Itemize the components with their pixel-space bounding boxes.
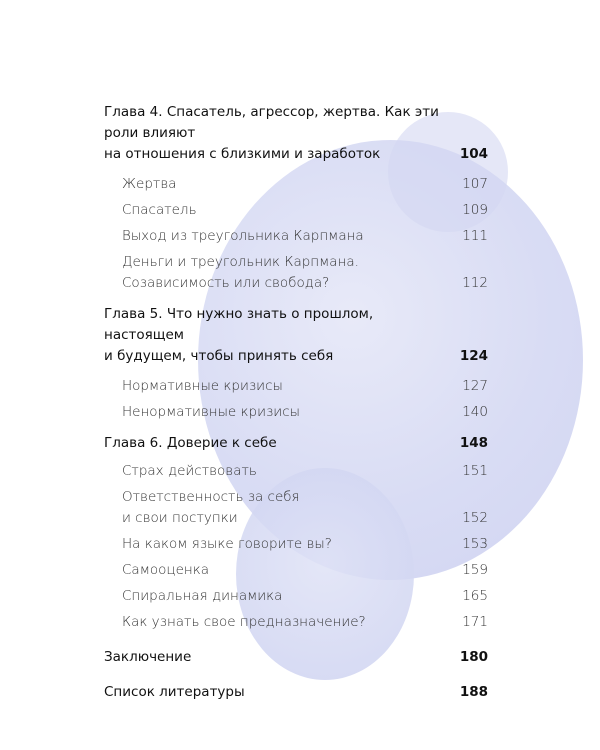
toc-section-title: Заключение xyxy=(104,649,192,665)
page-number: 111 xyxy=(462,228,488,244)
toc-item-title: Самооценка xyxy=(122,562,210,578)
page-number: 107 xyxy=(462,176,488,192)
toc-item[interactable] xyxy=(104,534,488,555)
page-number: 171 xyxy=(462,614,488,630)
page-number: 104 xyxy=(459,146,488,162)
toc-item[interactable] xyxy=(104,174,488,195)
toc-item-title: Нормативные кризисы xyxy=(122,378,283,394)
toc-references[interactable] xyxy=(104,682,488,703)
toc-item[interactable] xyxy=(104,560,488,581)
toc-item-title: Выход из треугольника Карпмана xyxy=(122,228,364,244)
page-number: 180 xyxy=(459,649,488,665)
chapter-title-line: Глава 5. Что нужно знать о прошлом, настоящем xyxy=(104,306,374,343)
toc-item[interactable] xyxy=(104,226,488,247)
toc-item-title: Жертва xyxy=(122,176,177,192)
toc-item-title-line: Созависимость или свобода? xyxy=(122,275,330,291)
toc-item[interactable] xyxy=(104,612,488,633)
table-of-contents xyxy=(104,102,488,703)
chapter-title-line: Глава 4. Спасатель, агрессор, жертва. Как эти роли влияют xyxy=(104,104,439,141)
toc-item-title-line: Ответственность за себя xyxy=(122,489,300,505)
page-number: 140 xyxy=(462,404,488,420)
page-number: 112 xyxy=(462,275,488,291)
page-number: 127 xyxy=(462,378,488,394)
toc-chapter-4[interactable] xyxy=(104,102,488,165)
page-number: 148 xyxy=(459,435,488,451)
page-number: 153 xyxy=(462,536,488,552)
page-number: 124 xyxy=(459,348,488,364)
toc-section-title: Список литературы xyxy=(104,684,245,700)
page-number: 152 xyxy=(462,510,488,526)
toc-item-title: На каком языке говорите вы? xyxy=(122,536,332,552)
toc-item[interactable] xyxy=(104,487,488,529)
toc-item[interactable] xyxy=(104,402,488,423)
toc-item[interactable] xyxy=(104,200,488,221)
toc-item[interactable] xyxy=(104,586,488,607)
chapter-title: Глава 6. Доверие к себе xyxy=(104,435,277,451)
chapter-title-line: на отношения с близкими и заработок xyxy=(104,146,381,162)
page-number: 165 xyxy=(462,588,488,604)
toc-conclusion[interactable] xyxy=(104,647,488,668)
page-number: 159 xyxy=(462,562,488,578)
toc-item-title: Страх действовать xyxy=(122,463,257,479)
toc-item-title: Спасатель xyxy=(122,202,197,218)
toc-item-title-line: Деньги и треугольник Карпмана. xyxy=(122,254,359,270)
toc-chapter-6[interactable] xyxy=(104,433,488,454)
toc-item-title: Спиральная динамика xyxy=(122,588,283,604)
toc-item-title-line: и свои поступки xyxy=(122,510,238,526)
toc-item[interactable] xyxy=(104,252,488,294)
page-number: 151 xyxy=(462,463,488,479)
toc-item-title: Как узнать свое предназначение? xyxy=(122,614,366,630)
toc-item-title: Ненормативные кризисы xyxy=(122,404,300,420)
page-number: 109 xyxy=(462,202,488,218)
toc-item[interactable] xyxy=(104,461,488,482)
page-number: 188 xyxy=(459,684,488,700)
toc-chapter-5[interactable] xyxy=(104,304,488,367)
toc-item[interactable] xyxy=(104,376,488,397)
chapter-title-line: и будущем, чтобы принять себя xyxy=(104,348,334,364)
